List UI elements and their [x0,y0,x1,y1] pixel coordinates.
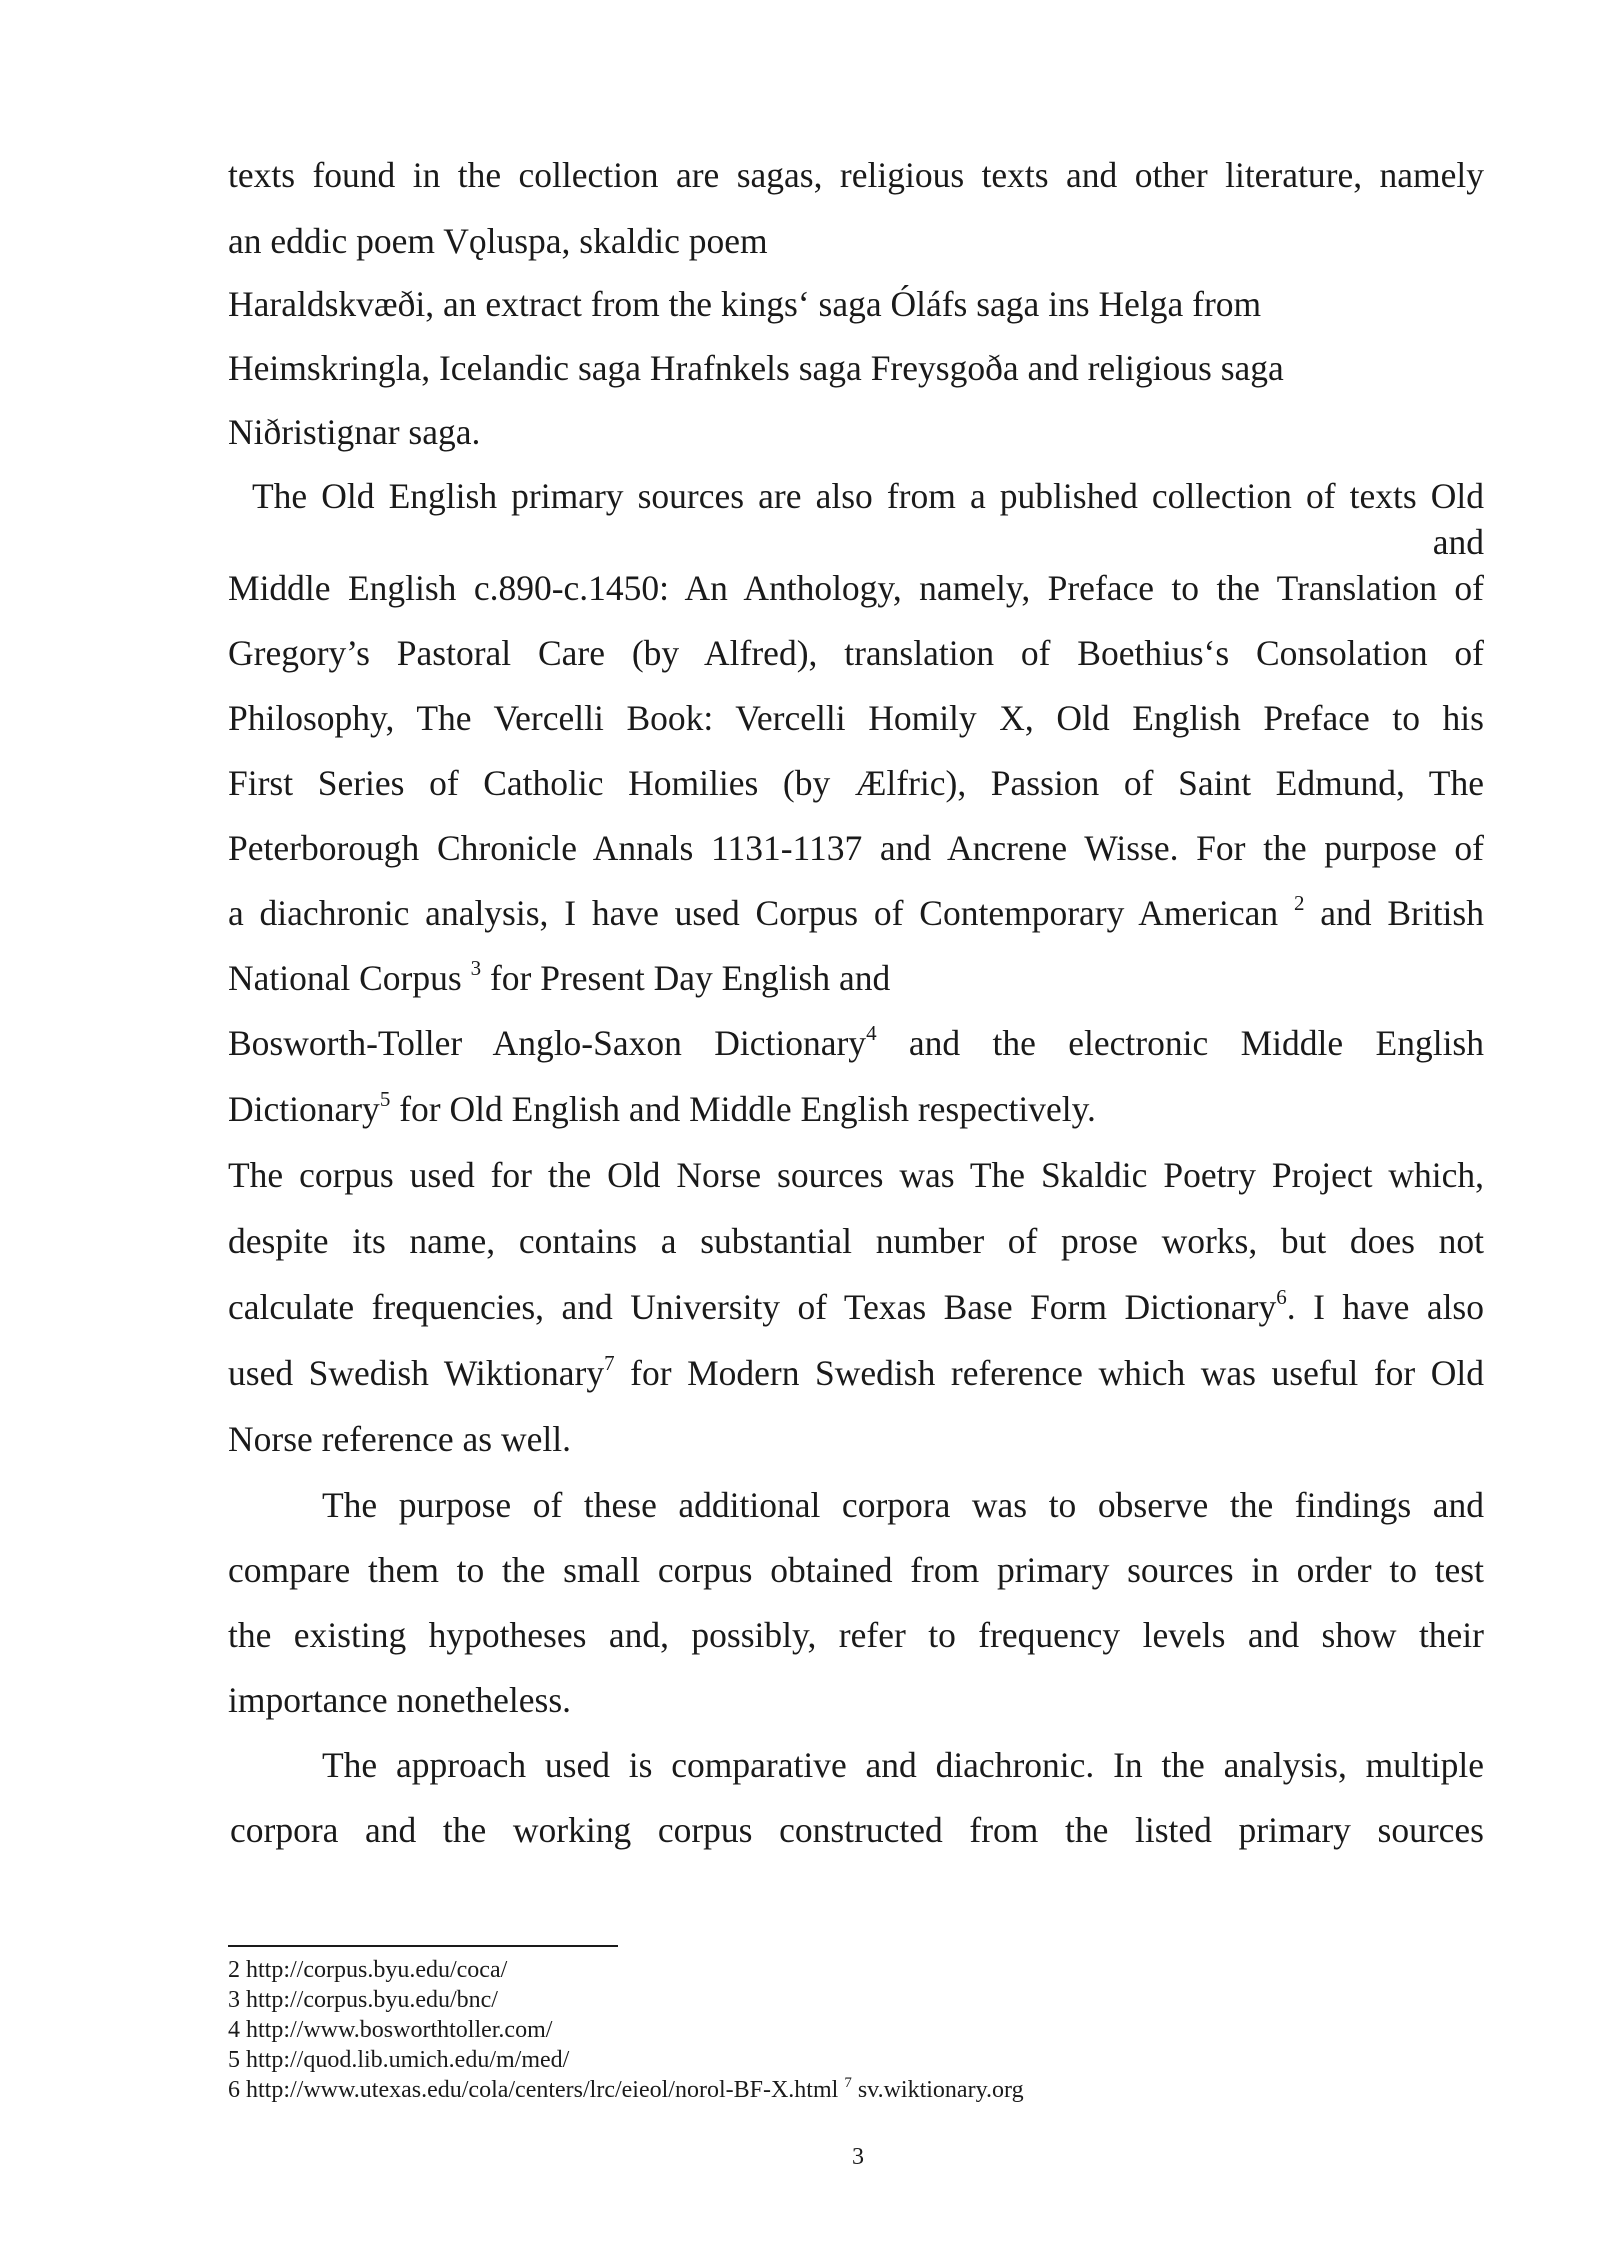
page-number: 3 [852,2144,864,2170]
body-line: National Corpus $^3$ for Present Day English and [228,956,891,998]
body-line: the existing hypotheses and, possibly, refer to frequency levels and show their [228,1615,1484,1655]
body-line: a diachronic analysis, I have used Corpus of Contemporary American $^2$ and British [228,891,1484,933]
footnote-ref: 4 [866,1021,877,1046]
body-line: used Swedish Wiktionary$^7$ for Modern Swedish reference which was useful for Old [228,1351,1485,1393]
footnote-ref: 5 [379,1087,391,1112]
body-line: an eddic poem Vǫluspa, skaldic poem [228,221,768,261]
footnote: 4 http://www.bosworthtoller.com/ [228,2017,553,2043]
footnote-separator [228,1945,618,1947]
body-line: First Series of Catholic Homilies (by Ælfric), Passion of Saint Edmund, The [228,763,1484,803]
body-line: corpora and the working corpus constructed from the listed primary sources [230,1810,1484,1850]
body-line: Norse reference as well. [228,1419,571,1459]
body-line: despite its name, contains a substantial number of prose works, but does not [228,1221,1484,1261]
body-line: The purpose of these additional corpora was to observe the findings and [322,1485,1484,1525]
body-line: compare them to the small corpus obtained from primary sources in order to test [228,1550,1484,1590]
footnote: 5 http://quod.lib.umich.edu/m/med/ [228,2047,570,2073]
footnote-ref: 2 [1293,891,1305,916]
body-line: and [1432,522,1484,562]
footnote-ref: 3 [470,956,482,981]
body-line: calculate frequencies, and University of Texas Base Form Dictionary$^6$. I have also [228,1285,1484,1327]
body-line: The corpus used for the Old Norse sources was The Skaldic Poetry Project which, [228,1155,1484,1195]
body-line: Bosworth-Toller Anglo-Saxon Dictionary$^4$ and the electronic Middle English [228,1021,1484,1063]
footnote-ref: 7 [604,1351,615,1376]
footnote-ref: 6 [1276,1285,1287,1310]
body-line: The Old English primary sources are also from a published collection of texts Old [252,476,1484,516]
body-line: Heimskringla, Icelandic saga Hrafnkels saga Freysgoða and religious saga [228,348,1284,388]
footnote: 3 http://corpus.byu.edu/bnc/ [228,1987,498,2013]
footnote: 2 http://corpus.byu.edu/coca/ [228,1957,508,1983]
footnote: 6 http://www.utexas.edu/cola/centers/lrc/eieol/norol-BF-X.html $^7$ sv.wiktionary.org [228,2075,1024,2103]
body-line: Dictionary$^5$ for Old English and Middle English respectively. [228,1087,1096,1129]
body-line: Niðristignar saga. [228,412,481,452]
body-line: importance nonetheless. [228,1680,572,1720]
body-line: Peterborough Chronicle Annals 1131-1137 and Ancrene Wisse. For the purpose of [228,828,1484,868]
body-line: The approach used is comparative and diachronic. In the analysis, multiple [322,1745,1484,1785]
body-line: Haraldskvæði, an extract from the kings‘ saga Óláfs saga ins Helga from [228,284,1262,324]
footnote-ref: 7 [844,2075,852,2091]
body-line: Philosophy, The Vercelli Book: Vercelli Homily X, Old English Preface to his [228,698,1484,738]
body-line: Gregory’s Pastoral Care (by Alfred), translation of Boethius‘s Consolation of [228,633,1484,673]
body-line: texts found in the collection are sagas, religious texts and other literature, namely [228,155,1484,195]
body-line: Middle English c.890-c.1450: An Anthology, namely, Preface to the Translation of [228,568,1484,608]
